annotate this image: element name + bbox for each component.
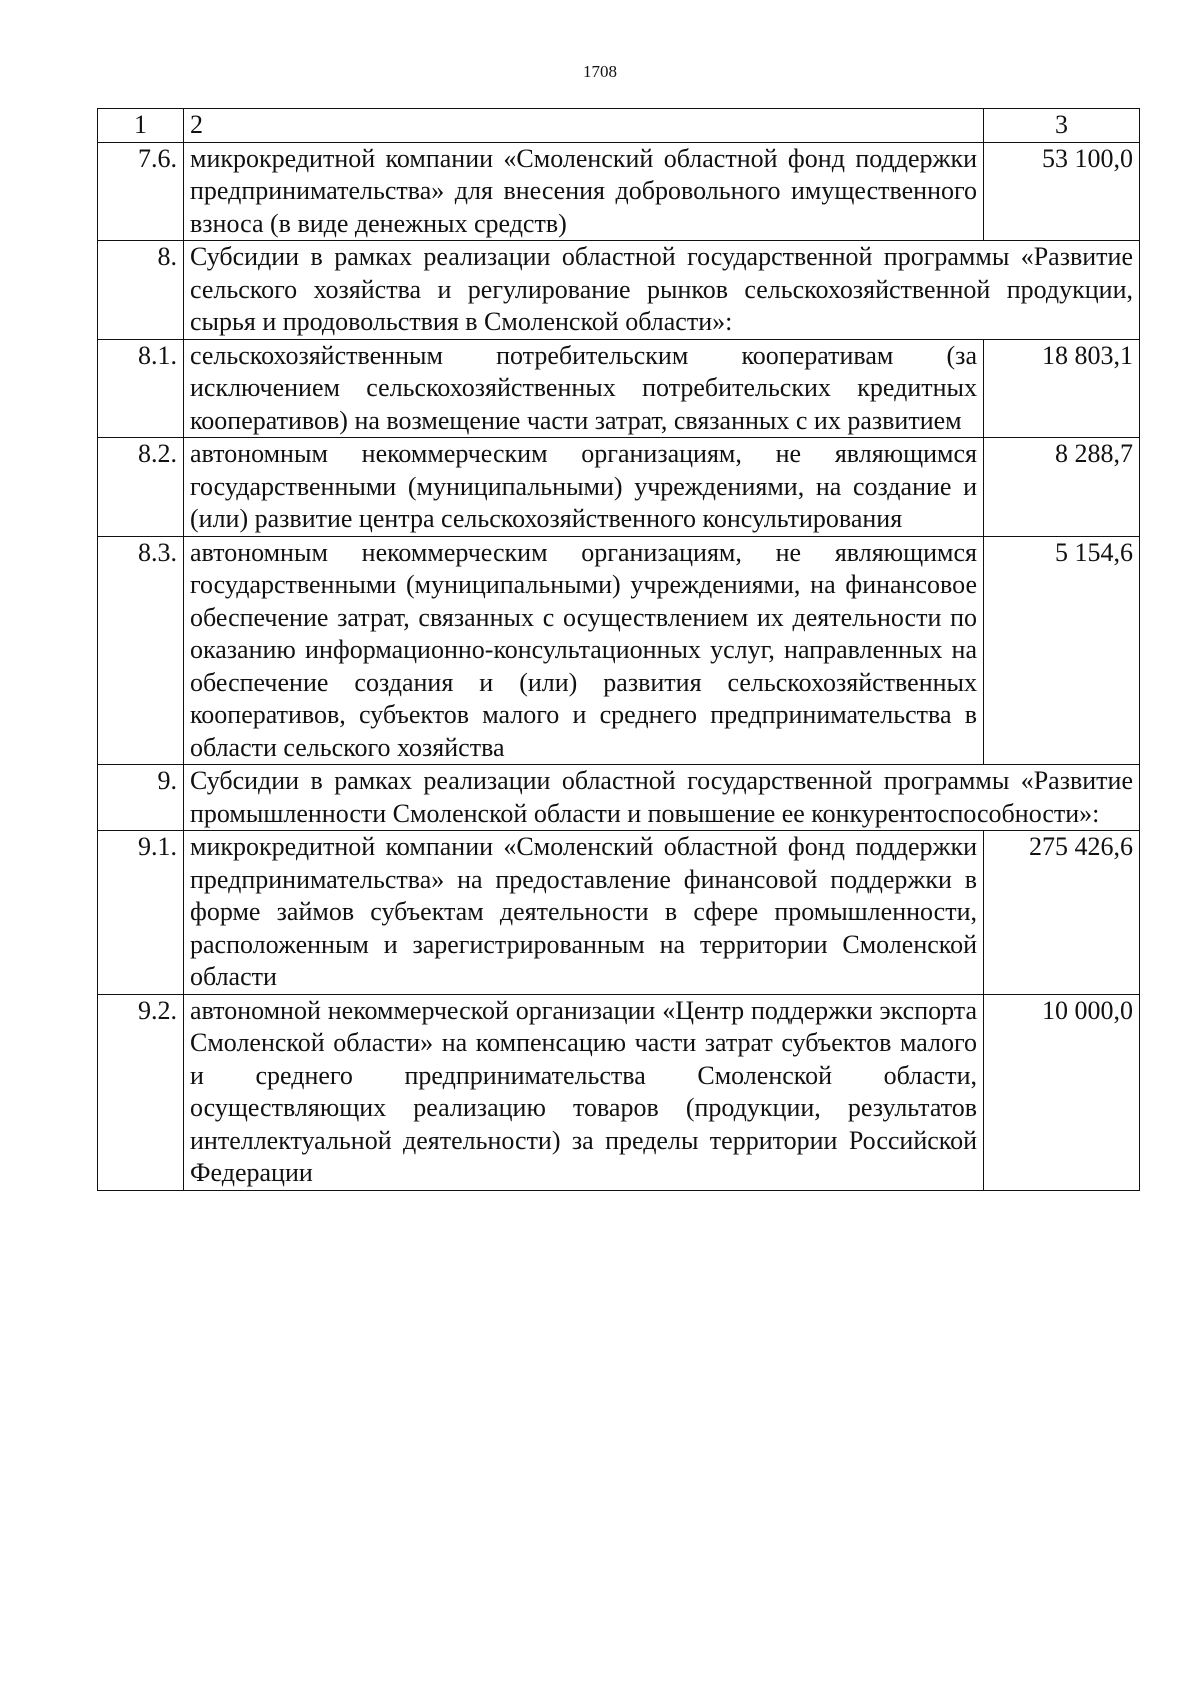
row-number: 8.2.	[98, 438, 184, 537]
row-number: 9.1.	[98, 831, 184, 995]
table-row	[98, 339, 1140, 438]
table-header-row	[98, 109, 1140, 143]
header-col-3: 3	[984, 109, 1140, 143]
table-row	[98, 142, 1140, 241]
row-text: Субсидии в рамках реализации областной государственной программы «Развитие промышленности Смоленской области и повышение ее конкурентоспособности»:	[184, 765, 1140, 831]
row-value: 8 288,7	[984, 438, 1140, 537]
budget-table	[97, 108, 1140, 1191]
row-text: микрокредитной компании «Смоленский областной фонд поддержки предпринимательства» на предоставление финансовой поддержки в форме займов субъектам деятельности в сфере промышленности, расположенным и зарегистрированным на территории Смоленской области	[184, 831, 984, 995]
row-text: микрокредитной компании «Смоленский областной фонд поддержки предпринимательства» для внесения добровольного имущественного взноса (в виде денежных средств)	[184, 142, 984, 241]
table-row	[98, 994, 1140, 1190]
header-col-2: 2	[184, 109, 984, 143]
row-text: автономной некоммерческой организации «Центр поддержки экспорта Смоленской области» на компенсацию части затрат субъектов малого и среднего предпринимательства Смоленской области, осуществляющих реализацию товаров (продукции, результатов интеллектуальной деятельности) за пределы территории Российской Федерации	[184, 994, 984, 1190]
row-number: 9.2.	[98, 994, 184, 1190]
page-number: 1708	[583, 62, 617, 81]
row-value: 53 100,0	[984, 142, 1140, 241]
row-number: 8.	[98, 241, 184, 340]
row-text: Субсидии в рамках реализации областной государственной программы «Развитие сельского хозяйства и регулирование рынков сельскохозяйственной продукции, сырья и продовольствия в Смоленской области»:	[184, 241, 1140, 340]
table-row-section	[98, 765, 1140, 831]
row-text: сельскохозяйственным потребительским кооперативам (за исключением сельскохозяйственных потребительских кредитных кооперативов) на возмещение части затрат, связанных с их развитием	[184, 339, 984, 438]
table-row-section	[98, 241, 1140, 340]
row-value: 18 803,1	[984, 339, 1140, 438]
row-number: 8.3.	[98, 536, 184, 765]
row-number: 7.6.	[98, 142, 184, 241]
row-value: 5 154,6	[984, 536, 1140, 765]
row-value: 275 426,6	[984, 831, 1140, 995]
header-col-1: 1	[98, 109, 184, 143]
row-number: 9.	[98, 765, 184, 831]
table-row	[98, 536, 1140, 765]
row-value: 10 000,0	[984, 994, 1140, 1190]
row-text: автономным некоммерческим организациям, не являющимся государственными (муниципальными) учреждениями, на финансовое обеспечение затрат, связанных с осуществлением их деятельности по оказанию информационно-консультационных услуг, направленных на обеспечение создания и (или) развития сельскохозяйственных кооперативов, субъектов малого и среднего предпринимательства в области сельского хозяйства	[184, 536, 984, 765]
row-text: автономным некоммерческим организациям, не являющимся государственными (муниципальными) учреждениями, на создание и (или) развитие центра сельскохозяйственного консультирования	[184, 438, 984, 537]
row-number: 8.1.	[98, 339, 184, 438]
table-row	[98, 831, 1140, 995]
table-row	[98, 438, 1140, 537]
